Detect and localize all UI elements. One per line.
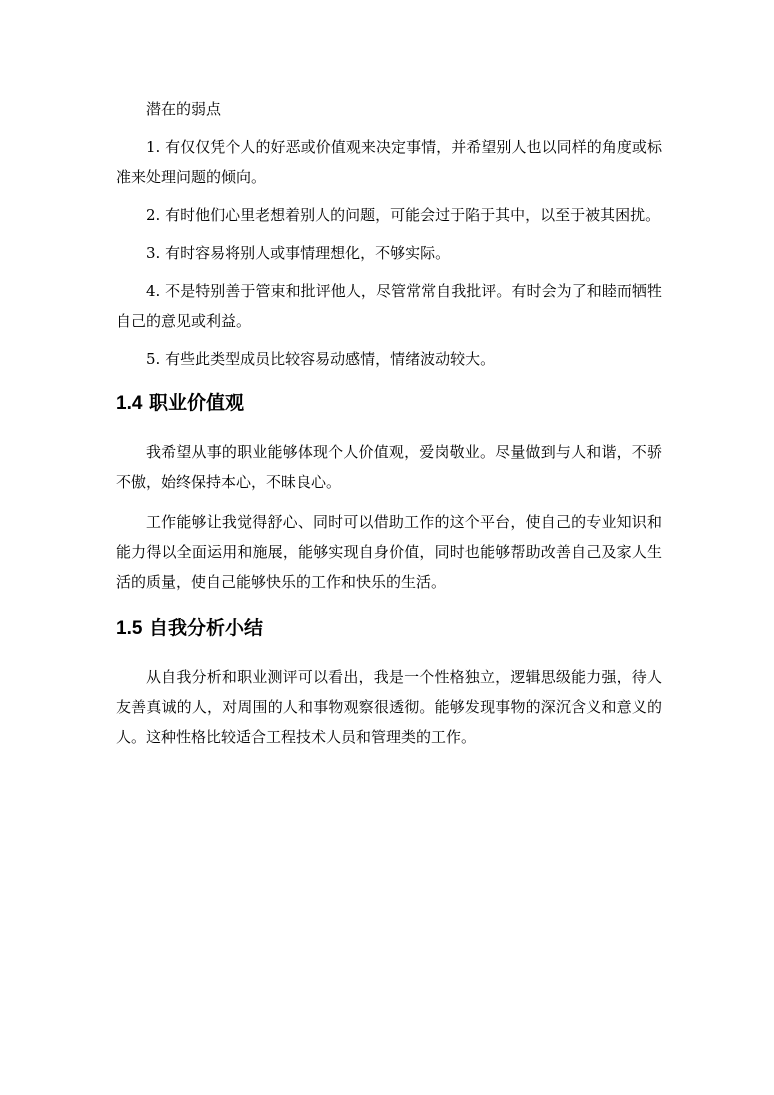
weakness-item-2: 2. 有时他们心里老想着别人的问题，可能会过于陷于其中，以至于被其困扰。 (146, 206, 661, 224)
section-heading-self-analysis (116, 613, 662, 644)
self-analysis-paragraph-1: 从自我分析和职业测评可以看出，我是一个性格独立，逻辑思级能力强，待人友善真诚的人，对周围的人和事物观察很透彻。能够发现事物的深沉含义和意义的人。这种性格比较适合工程技术人员和管理类的工作。 (116, 668, 662, 746)
section-number: 1.4 (116, 393, 143, 414)
weaknesses-title: 潜在的弱点 (146, 100, 222, 118)
section-title: 自我分析小结 (149, 617, 264, 639)
weakness-item-5: 5. 有些此类型成员比较容易动感情，情绪波动较大。 (146, 350, 496, 368)
section-title: 职业价值观 (149, 392, 245, 414)
section-number: 1.5 (116, 618, 143, 639)
weakness-item-3: 3. 有时容易将别人或事情理想化，不够实际。 (146, 244, 451, 262)
document-page (116, 94, 662, 752)
weakness-item-1: 1. 有仅仅凭个人的好恶或价值观来决定事情，并希望别人也以同样的角度或标准来处理问题的倾向。 (116, 138, 662, 186)
section-heading-career-values (116, 388, 662, 419)
weakness-item-4: 4. 不是特别善于管束和批评他人，尽管常常自我批评。有时会为了和睦而牺牲自己的意见或利益。 (116, 282, 662, 330)
career-values-paragraph-1: 我希望从事的职业能够体现个人价值观，爱岗敬业。尽量做到与人和谐，不骄不傲，始终保持本心，不昧良心。 (116, 443, 662, 491)
career-values-paragraph-2: 工作能够让我觉得舒心、同时可以借助工作的这个平台，使自己的专业知识和能力得以全面运用和施展，能够实现自身价值，同时也能够帮助改善自己及家人生活的质量，使自己能够快乐的工作和快乐的生活。 (116, 513, 662, 591)
